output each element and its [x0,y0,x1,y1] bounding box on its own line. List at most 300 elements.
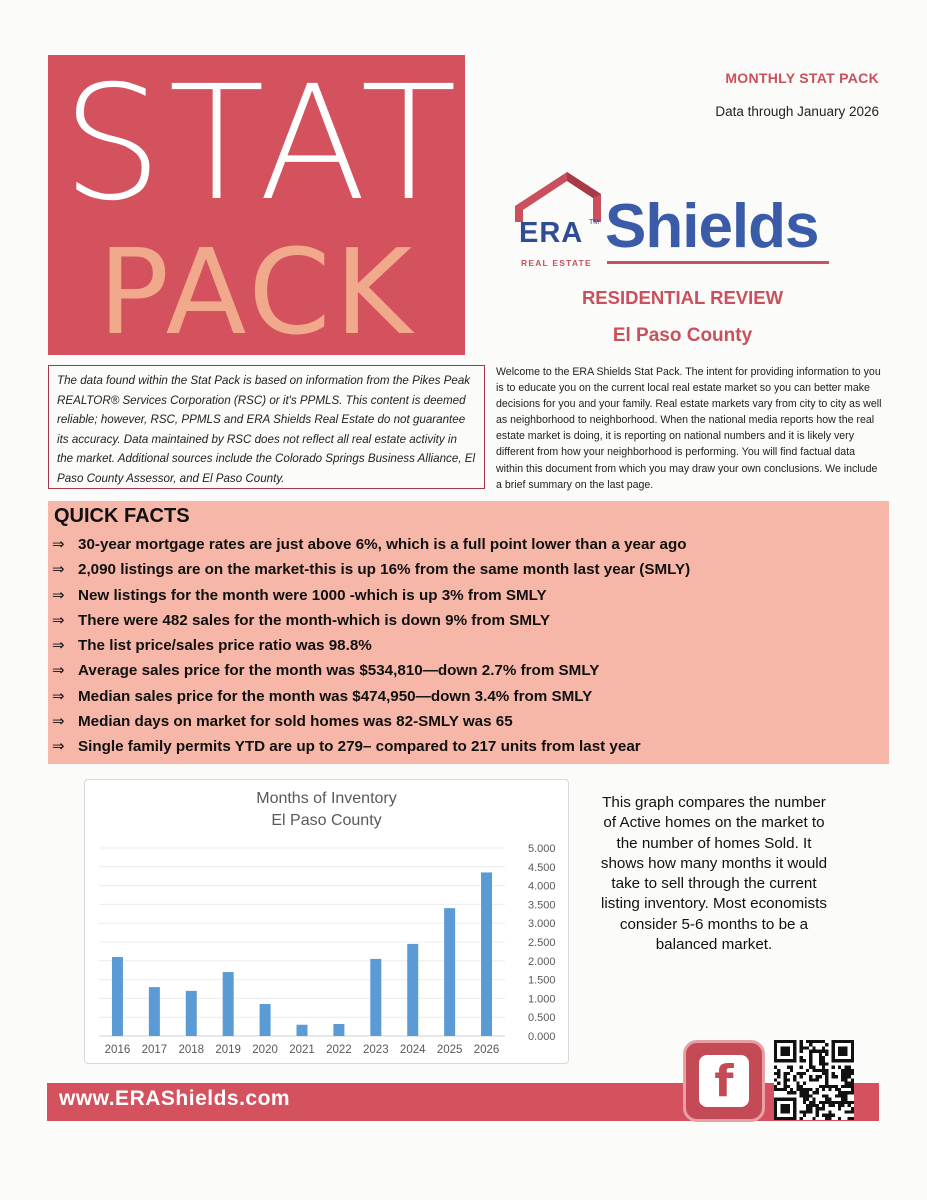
qr-module [806,1110,809,1113]
x-tick-label: 2020 [252,1044,278,1056]
qr-module [800,1056,803,1059]
logo-era-text: ERA [519,217,584,249]
qr-finder-core [780,1046,790,1056]
qr-module [806,1091,809,1094]
qr-module [787,1078,790,1081]
qr-module [848,1072,851,1075]
qr-module [819,1040,822,1043]
qr-module [816,1104,819,1107]
qr-module [809,1059,812,1062]
qr-module [825,1098,828,1101]
qr-module [800,1066,803,1069]
qr-module [784,1082,787,1085]
qr-module [822,1104,825,1107]
qr-module [851,1101,854,1104]
quick-fact-item [52,734,882,759]
qr-module [803,1059,806,1062]
qr-module [806,1069,809,1072]
quick-fact-item [52,684,882,709]
qr-module [825,1072,828,1075]
quick-facts-panel [48,501,889,764]
qr-module [809,1043,812,1046]
quick-fact-text: 2,090 listings are on the market-this is up 16% from the same month last year (SMLY) [78,561,691,579]
qr-module [803,1110,806,1113]
qr-module [844,1094,847,1097]
qr-module [844,1101,847,1104]
chart-bar-2017 [149,987,160,1036]
arrow-right-icon: ⇒ [52,536,65,553]
qr-module [809,1107,812,1110]
qr-module [806,1094,809,1097]
qr-module [848,1110,851,1113]
qr-module [812,1101,815,1104]
title-stat: STAT [62,52,463,236]
y-tick-label: 3.000 [528,918,556,931]
qr-module [819,1075,822,1078]
qr-module [832,1101,835,1104]
qr-module [851,1078,854,1081]
qr-module [828,1110,831,1113]
qr-module [784,1075,787,1078]
x-tick-label: 2025 [436,1044,463,1056]
qr-module [844,1091,847,1094]
qr-module [841,1104,844,1107]
logo-real-estate-text: REAL ESTATE [521,258,592,268]
qr-module [844,1069,847,1072]
qr-module [838,1066,841,1069]
qr-module [796,1072,799,1075]
qr-module [819,1059,822,1062]
qr-module [835,1101,838,1104]
quick-fact-item [52,532,882,557]
qr-module [803,1088,806,1091]
quick-fact-text: There were 482 sales for the month-which is down 9% from SMLY [78,611,551,629]
qr-module [806,1046,809,1049]
qr-module [800,1094,803,1097]
qr-module [784,1085,787,1088]
qr-module [800,1043,803,1046]
qr-module [844,1085,847,1088]
stat-pack-title-block [48,52,465,361]
qr-module [803,1072,806,1075]
qr-module [848,1069,851,1072]
qr-module [851,1085,854,1088]
qr-module [828,1101,831,1104]
y-tick-label: 2.500 [528,937,556,949]
qr-module [825,1050,828,1053]
quick-facts-title: QUICK FACTS [54,505,190,527]
qr-module [796,1088,799,1091]
qr-module [796,1085,799,1088]
qr-module [838,1107,841,1110]
qr-module [809,1056,812,1059]
x-tick-label: 2022 [326,1044,352,1056]
qr-module [774,1072,777,1075]
qr-module [809,1040,812,1043]
qr-module [812,1069,815,1072]
website-link[interactable]: www.ERAShields.com [59,1087,291,1110]
chart-bar-2020 [260,1004,271,1036]
qr-module [832,1114,835,1117]
qr-module [822,1101,825,1104]
qr-module [832,1066,835,1069]
chart-bar-2016 [112,957,123,1036]
qr-module [816,1050,819,1053]
qr-module [780,1088,783,1091]
qr-module [819,1062,822,1065]
qr-module [844,1082,847,1085]
quick-fact-item [52,633,882,658]
qr-module [828,1114,831,1117]
qr-module [851,1082,854,1085]
qr-module [809,1101,812,1104]
qr-module [825,1075,828,1078]
qr-module [774,1088,777,1091]
qr-finder-core [838,1046,848,1056]
disclaimer-box: The data found within the Stat Pack is based on information from the Pikes Peak REALTOR® Services Corporation (RSC) or it's PPMLS. This content is deemed reliable; however, RSC, PPMLS and ERA Shields Real Estate do not guarantee its accuracy. Data maintained by RSC does not reflect all real estate activity in the market. Additional sources include the Colorado Springs Business Alliance, El Paso County Assessor, and El Paso County. [48,365,485,489]
qr-module [777,1075,780,1078]
qr-module [844,1066,847,1069]
qr-module [822,1062,825,1065]
qr-module [838,1094,841,1097]
qr-module [809,1075,812,1078]
arrow-right-icon: ⇒ [52,611,65,629]
qr-module [777,1082,780,1085]
qr-module [812,1104,815,1107]
chart-bar-2025 [444,908,455,1036]
qr-module [825,1082,828,1085]
qr-module [825,1078,828,1081]
qr-module [822,1107,825,1110]
x-tick-label: 2026 [473,1044,500,1056]
qr-module [793,1075,796,1078]
quick-fact-item [52,608,882,633]
qr-module [800,1075,803,1078]
arrow-right-icon: ⇒ [52,713,65,731]
qr-module [841,1091,844,1094]
qr-module [822,1069,825,1072]
arrow-right-icon: ⇒ [52,662,65,680]
qr-module [809,1050,812,1053]
qr-module [851,1117,854,1120]
qr-module [828,1088,831,1091]
qr-module [822,1050,825,1053]
qr-module [819,1050,822,1053]
quick-fact-text: 30-year mortgage rates are just above 6%, which is a full point lower than a year ago [78,536,687,553]
qr-module [800,1117,803,1120]
y-tick-label: 0.500 [528,1012,556,1025]
qr-module [844,1110,847,1113]
qr-module [838,1117,841,1120]
qr-module [787,1091,790,1094]
chart-bar-2022 [333,1024,344,1036]
qr-module [774,1085,777,1088]
qr-module [828,1117,831,1120]
qr-module [793,1078,796,1081]
qr-module [851,1072,854,1075]
qr-module [816,1110,819,1113]
qr-module [809,1094,812,1097]
chart-bar-2024 [407,944,418,1036]
qr-module [825,1114,828,1117]
qr-module [832,1072,835,1075]
qr-module [812,1040,815,1043]
qr-module [800,1050,803,1053]
qr-module [812,1050,815,1053]
qr-module [848,1091,851,1094]
logo-shields-text: Shields [605,192,819,261]
qr-module [848,1066,851,1069]
title-pack: PACK [97,223,417,361]
qr-module [851,1091,854,1094]
welcome-text: Welcome to the ERA Shields Stat Pack. The intent for providing information to you is to educate you on the current local real estate market so you can better make decisions for you and your family. Real estate markets vary from city to city as well as neighborhood to neighborhood. When the national media reports how the real estate market is doing, it is reporting on national numbers and it is likely very different from how your neighborhood is performing. You will find factual data within this document from which you may draw your own conclusions. We include a brief summary on the last page. [496,366,882,491]
qr-module [777,1088,780,1091]
qr-module [812,1078,815,1081]
quick-fact-text: Median sales price for the month was $474,950—down 3.4% from SMLY [78,687,593,705]
era-shields-logo [515,172,835,272]
qr-code-icon[interactable] [774,1040,854,1120]
chart-bar-2018 [186,991,197,1036]
qr-module [800,1110,803,1113]
qr-module [844,1075,847,1078]
y-tick-label: 5.000 [528,843,556,855]
qr-module [812,1098,815,1101]
qr-module [816,1075,819,1078]
qr-module [777,1072,780,1075]
qr-module [825,1101,828,1104]
x-tick-label: 2018 [178,1044,205,1056]
qr-module [803,1046,806,1049]
qr-module [787,1072,790,1075]
qr-finder-core [780,1104,790,1114]
qr-module [851,1110,854,1113]
qr-module [803,1094,806,1097]
qr-module [825,1043,828,1046]
qr-module [793,1091,796,1094]
qr-module [832,1075,835,1078]
arrow-right-icon: ⇒ [52,687,65,705]
qr-module [816,1069,819,1072]
county-heading: El Paso County [612,325,753,346]
qr-module [787,1066,790,1069]
qr-module [848,1104,851,1107]
qr-module [784,1072,787,1075]
qr-module [822,1094,825,1097]
qr-module [809,1062,812,1065]
y-tick-label: 4.000 [528,880,556,893]
qr-module [803,1114,806,1117]
qr-module [819,1085,822,1088]
x-tick-label: 2019 [215,1044,241,1056]
qr-module [841,1094,844,1097]
quick-fact-text: New listings for the month were 1000 -which is up 3% from SMLY [78,586,547,604]
qr-module [825,1069,828,1072]
y-tick-label: 1.500 [528,974,556,987]
quick-fact-text: The list price/sales price ratio was 98.8% [78,637,372,655]
qr-module [841,1075,844,1078]
qr-module [800,1091,803,1094]
qr-module [816,1078,819,1081]
quick-fact-text: Average sales price for the month was $534,810—down 2.7% from SMLY [78,662,600,680]
qr-module [822,1088,825,1091]
qr-module [809,1104,812,1107]
qr-module [809,1078,812,1081]
qr-module [809,1053,812,1056]
y-tick-label: 3.500 [528,899,556,912]
qr-module [835,1088,838,1091]
logo-underline [607,261,829,264]
qr-module [841,1069,844,1072]
arrow-right-icon: ⇒ [52,561,65,579]
qr-module [816,1114,819,1117]
qr-module [819,1069,822,1072]
quick-fact-item [52,709,882,734]
qr-module [800,1085,803,1088]
qr-module [822,1066,825,1069]
data-through-date: Data through January 2026 [715,104,879,119]
qr-module [816,1091,819,1094]
qr-module [806,1107,809,1110]
chart-title: Months of Inventory [256,790,397,807]
monthly-stat-pack-label: MONTHLY STAT PACK [725,70,879,86]
chart-bar-2019 [223,972,234,1036]
qr-module [825,1053,828,1056]
qr-module [812,1117,815,1120]
qr-module [800,1072,803,1075]
qr-module [838,1088,841,1091]
qr-module [796,1082,799,1085]
facebook-letter: f [714,1056,734,1107]
qr-module [806,1104,809,1107]
qr-module [803,1098,806,1101]
qr-module [835,1085,838,1088]
qr-module [816,1040,819,1043]
qr-module [812,1066,815,1069]
qr-module [812,1046,815,1049]
x-tick-label: 2017 [141,1044,168,1056]
qr-module [819,1101,822,1104]
qr-module [800,1040,803,1043]
months-of-inventory-chart [84,779,569,1064]
qr-module [809,1088,812,1091]
x-tick-label: 2023 [363,1044,389,1056]
facebook-icon[interactable] [683,1040,765,1122]
quick-fact-text: Median days on market for sold homes was 82-SMLY was 65 [78,713,513,731]
qr-module [828,1085,831,1088]
y-tick-label: 2.000 [528,955,556,968]
qr-module [784,1078,787,1081]
qr-module [832,1085,835,1088]
qr-module [822,1072,825,1075]
qr-module [816,1088,819,1091]
qr-module [848,1117,851,1120]
quick-fact-item [52,557,882,582]
qr-module [822,1114,825,1117]
y-tick-label: 1.000 [528,993,556,1006]
y-tick-label: 4.500 [528,861,556,874]
quick-fact-item [52,583,882,608]
quick-facts-list [52,532,882,760]
qr-module [790,1069,793,1072]
qr-module [822,1056,825,1059]
qr-module [835,1075,838,1078]
y-tick-label: 0.000 [528,1031,556,1043]
qr-module [790,1088,793,1091]
qr-module [841,1085,844,1088]
qr-module [841,1078,844,1081]
qr-module [825,1085,828,1088]
qr-module [841,1101,844,1104]
qr-module [803,1101,806,1104]
qr-module [819,1107,822,1110]
qr-module [819,1053,822,1056]
chart-plot-area [85,780,570,1065]
qr-module [777,1069,780,1072]
x-tick-label: 2024 [399,1044,426,1056]
arrow-right-icon: ⇒ [52,738,65,756]
qr-module [848,1101,851,1104]
quick-fact-text: Single family permits YTD are up to 279– compared to 217 units from last year [78,738,641,756]
quick-fact-item [52,658,882,683]
qr-module [809,1110,812,1113]
qr-module [838,1104,841,1107]
chart-bar-2026 [481,872,492,1036]
qr-module [825,1062,828,1065]
qr-module [822,1059,825,1062]
qr-module [841,1072,844,1075]
qr-module [844,1072,847,1075]
qr-module [819,1056,822,1059]
qr-module [841,1098,844,1101]
qr-module [825,1117,828,1120]
qr-module [812,1091,815,1094]
qr-module [844,1098,847,1101]
chart-description: This graph compares the number of Active homes on the market to the number of homes Sold. It shows how many months it would take to sell through the current listing inventory. Most economists consider 5-6 months to be a balanced market. [600,794,828,954]
qr-module [848,1082,851,1085]
qr-module [848,1085,851,1088]
facebook-icon-inner [699,1055,749,1107]
qr-module [838,1101,841,1104]
qr-module [832,1104,835,1107]
qr-module [809,1066,812,1069]
qr-module [816,1107,819,1110]
qr-module [806,1098,809,1101]
qr-module [790,1091,793,1094]
qr-module [806,1088,809,1091]
qr-module [825,1094,828,1097]
qr-module [828,1098,831,1101]
qr-module [806,1040,809,1043]
qr-module [774,1078,777,1081]
qr-module [822,1085,825,1088]
chart-subtitle: El Paso County [271,812,382,829]
arrow-right-icon: ⇒ [52,586,65,604]
qr-module [822,1046,825,1049]
qr-module [844,1078,847,1081]
qr-module [774,1066,777,1069]
qr-module [803,1082,806,1085]
logo-trademark: TM [589,219,600,226]
chart-bar-2023 [370,959,381,1036]
qr-module [790,1066,793,1069]
residential-review-heading: RESIDENTIAL REVIEW [581,287,784,308]
qr-module [800,1088,803,1091]
qr-module [851,1107,854,1110]
x-tick-label: 2016 [104,1044,131,1056]
qr-module [787,1085,790,1088]
qr-module [784,1088,787,1091]
qr-module [851,1088,854,1091]
